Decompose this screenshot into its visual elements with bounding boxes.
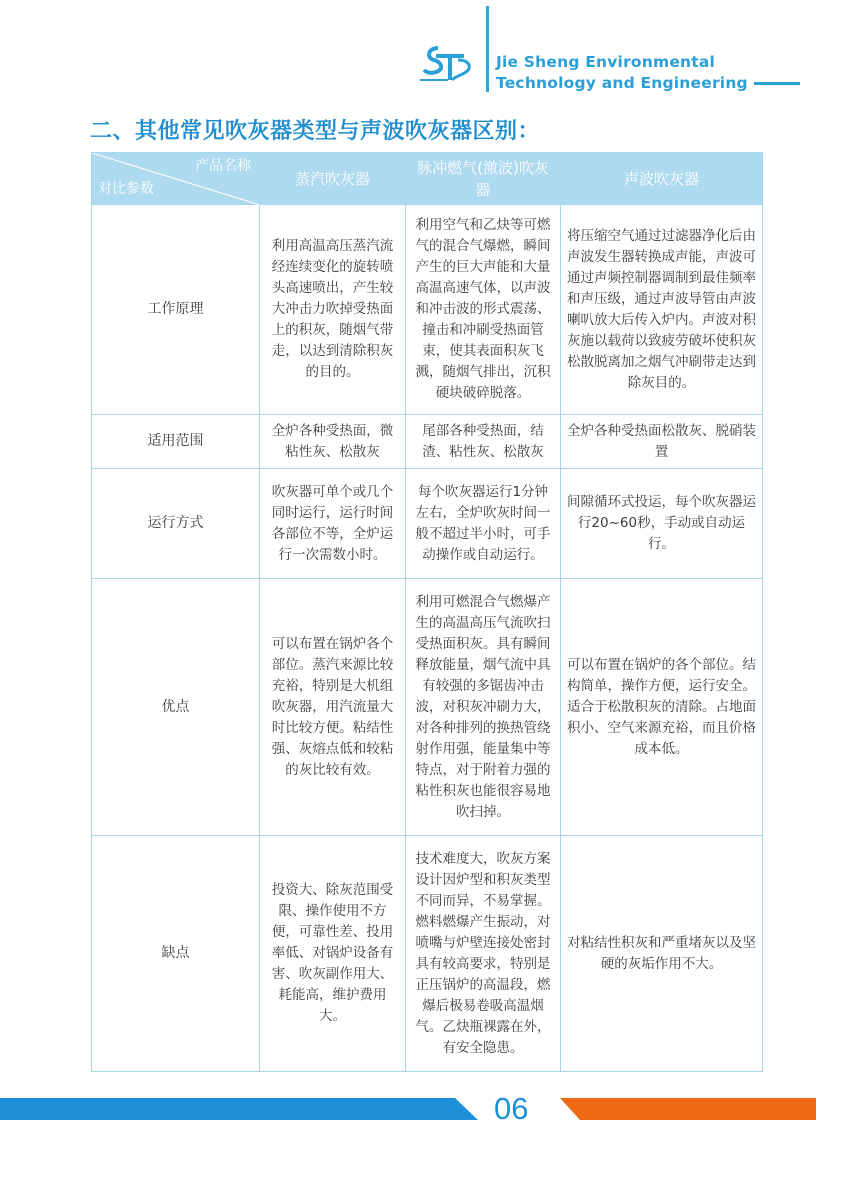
- column-header: 蒸汽吹灰器: [260, 153, 406, 205]
- table-header-row: [92, 153, 763, 205]
- corner-label-top: 产品名称: [195, 158, 251, 174]
- table-cell: 技术难度大，吹灰方案设计因炉型和积灰类型不同而异，不易掌握。燃料燃爆产生振动，对喷嘴与炉壁连接处密封具有较高要求，特别是正压锅炉的高温段，燃爆后极易卷吸高温烟气。乙炔瓶裸露在外，有安全隐患。: [406, 836, 561, 1072]
- column-header: 脉冲燃气(激波)吹灰器: [406, 153, 561, 205]
- table-cell: 吹灰器可单个或几个同时运行，运行时间各部位不等，全炉运行一次需数小时。: [260, 469, 406, 579]
- company-name-line1: Jie Sheng Environmental: [496, 53, 716, 71]
- column-header: 声波吹灰器: [561, 153, 763, 205]
- table-row: [92, 469, 763, 579]
- table-cell: 全炉各种受热面松散灰、脱硝装置: [561, 415, 763, 469]
- table-cell: 利用空气和乙炔等可燃气的混合气爆燃，瞬间产生的巨大声能和大量高温高速气体，以声波和冲击波的形式震荡、撞击和冲刷受热面管束，使其表面积灰飞溅，随烟气排出，沉积硬块破碎脱落。: [406, 205, 561, 415]
- brand-underline: [754, 82, 800, 85]
- table-row: [92, 205, 763, 415]
- table-row: [92, 836, 763, 1072]
- row-label: 缺点: [92, 836, 260, 1072]
- footer-bar-right: [560, 1098, 816, 1120]
- company-logo-icon: [418, 42, 478, 88]
- table-cell: 每个吹灰器运行1分钟左右，全炉吹灰时间一般不超过半小时，可手动操作或自动运行。: [406, 469, 561, 579]
- table-cell: 间隙循环式投运，每个吹灰器运行20~60秒，手动或自动运行。: [561, 469, 763, 579]
- table-row: [92, 579, 763, 836]
- row-label: 运行方式: [92, 469, 260, 579]
- corner-label-bottom: 对比参数: [98, 181, 154, 197]
- row-label: 优点: [92, 579, 260, 836]
- table-cell: 利用可燃混合气燃爆产生的高温高压气流吹扫受热面积灰。具有瞬间释放能量，烟气流中具有较强的多锯齿冲击波，对积灰冲刷力大，对各种排列的换热管绕射作用强，能量集中等特点，对于附着力强的粘性积灰也能很容易地吹扫掉。: [406, 579, 561, 836]
- section-title: 二、其他常见吹灰器类型与声波吹灰器区别：: [90, 119, 541, 144]
- row-label: 工作原理: [92, 205, 260, 415]
- header-divider: [486, 6, 489, 92]
- footer-bar-left: [0, 1098, 478, 1120]
- table-cell: 尾部各种受热面，结渣、粘性灰、松散灰: [406, 415, 561, 469]
- table-cell: 投资大、除灰范围受限、操作使用不方便，可靠性差、投用率低、对锅炉设备有害、吹灰副作用大、耗能高，维护费用大。: [260, 836, 406, 1072]
- table-cell: 利用高温高压蒸汽流经连续变化的旋转喷头高速喷出，产生较大冲击力吹掉受热面上的积灰，随烟气带走，以达到清除积灰的目的。: [260, 205, 406, 415]
- table-cell: 全炉各种受热面，微粘性灰、松散灰: [260, 415, 406, 469]
- table-cell: 可以布置在锅炉各个部位。蒸汽来源比较充裕，特别是大机组吹灰器，用汽流量大时比较方便。粘结性强、灰熔点低和较粘的灰比较有效。: [260, 579, 406, 836]
- company-name-line2: Technology and Engineering: [496, 73, 800, 94]
- table-cell: 将压缩空气通过过滤器净化后由声波发生器转换成声能，声波可通过声频控制器调制到最佳频率和声压级，通过声波导管由声波喇叭放大后传入炉内。声波对积灰施以载荷以致疲劳破坏使积灰松散脱离加之烟气冲刷带走达到除灰目的。: [561, 205, 763, 415]
- comparison-table: [91, 152, 763, 1072]
- table-cell: 可以布置在锅炉的各个部位。结构简单，操作方便，运行安全。适合于松散积灰的清除。占地面积小、空气来源充裕，而且价格成本低。: [561, 579, 763, 836]
- page-number: 06: [494, 1091, 529, 1126]
- table-cell: 对粘结性积灰和严重堵灰以及坚硬的灰垢作用不大。: [561, 836, 763, 1072]
- company-name: [496, 52, 800, 94]
- corner-cell: [92, 153, 260, 205]
- table-row: [92, 415, 763, 469]
- row-label: 适用范围: [92, 415, 260, 469]
